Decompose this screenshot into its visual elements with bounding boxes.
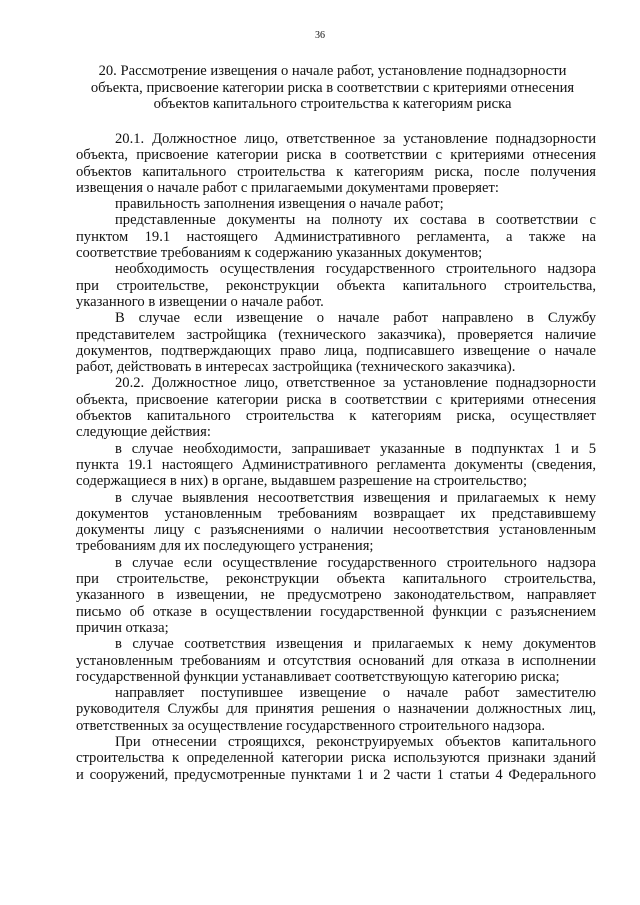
text-line: ответственных за осуществление государственного строительного надзора. [76, 717, 546, 734]
text-line: причин отказа; [76, 619, 169, 636]
text-line: государственной функции устанавливает соответствующую категорию риска; [76, 668, 560, 685]
text-line: представленные документы на полноту их состава в соответствии с [115, 212, 596, 229]
paragraph [76, 636, 596, 685]
text-line: объекта, присвоение категории риска в соответствии с критериями отнесения [76, 147, 596, 164]
text-line: документы лицу с разъяснениями о наличии несоответствия установленным [76, 522, 596, 539]
text-line: документов установленным требованиям возвращает их представившему [76, 505, 596, 522]
text-line: и сооружений, предусмотренные пунктами 1 и 2 части 1 статьи 4 Федерального [76, 766, 596, 783]
text-line: письмо об отказе в осуществлении государственной функции с разъяснением [76, 603, 596, 620]
text-line: в случае если осуществление государственного строительного надзора [115, 554, 596, 571]
text-line: строительства к определенной категории риска используются признаки зданий [76, 750, 596, 767]
paragraph [76, 212, 596, 261]
paragraph [76, 375, 596, 440]
paragraph [76, 734, 596, 783]
text-line: объектов капитального строительства к категориям риска, после получения [76, 163, 596, 180]
text-line: извещения о начале работ с прилагаемыми документами проверяет: [76, 179, 499, 196]
text-line: следующие действия: [76, 424, 211, 441]
paragraph [76, 685, 596, 734]
text-line: в случае необходимости, запрашивает указанные в подпунктах 1 и 5 [115, 440, 596, 457]
text-line: содержащиеся в них) в органе, выдавшем разрешение на строительство; [76, 473, 528, 490]
text-line: указанного в извещении о начале работ. [76, 293, 324, 310]
heading-line: объектов капитального строительства к категориям риска [153, 96, 512, 112]
text-line: При отнесении строящихся, реконструируемых объектов капитального [115, 733, 596, 750]
text-line: пунктом 19.1 настоящего Административного регламента, а также на [76, 228, 596, 245]
paragraph [76, 131, 596, 196]
paragraph [76, 196, 596, 212]
paragraph [76, 261, 596, 310]
text-line: пункта 19.1 настоящего Административного регламента документы (сведения, [76, 456, 596, 473]
text-line: объектов капитального строительства к категориям риска, осуществляет [76, 408, 596, 425]
document-body [76, 131, 596, 783]
text-line: установленным требованиям и отсутствия оснований для отказа в исполнении [76, 652, 596, 669]
text-line: 20.1. Должностное лицо, ответственное за установление поднадзорности [115, 131, 596, 147]
section-heading [80, 63, 585, 113]
text-line: работ, действовать в интересах застройщика (технического заказчика). [76, 359, 516, 376]
text-line: указанного в извещении, не предусмотрено законодательством, направляет [76, 587, 596, 604]
text-line: необходимость осуществления государственного строительного надзора [115, 261, 596, 278]
text-line: В случае если извещение о начале работ направлено в Службу [115, 310, 596, 327]
text-line: руководителя Службы для принятия решения о назначении должностных лиц, [76, 701, 596, 718]
text-line: при строительстве, реконструкции объекта капитального строительства, [76, 571, 596, 588]
page-number: 36 [315, 30, 325, 41]
text-line: документов, подтверждающих право лица, подписавшего извещение о начале [76, 342, 596, 359]
text-line: в случае соответствия извещения и прилагаемых к нему документов [115, 636, 596, 653]
text-line: соответствие требованиям к содержанию указанных документов; [76, 245, 483, 262]
paragraph [76, 555, 596, 636]
text-line: требованиям для их последующего устранения; [76, 538, 374, 555]
text-line: в случае выявления несоответствия извещения и прилагаемых к нему [115, 489, 596, 506]
text-line: представителем застройщика (технического заказчика), проверяется наличие [76, 326, 596, 343]
text-line: 20.2. Должностное лицо, ответственное за установление поднадзорности [115, 375, 596, 392]
heading-line: 20. Рассмотрение извещения о начале работ, установление поднадзорности [98, 63, 567, 79]
paragraph [76, 441, 596, 490]
paragraph [76, 490, 596, 555]
heading-line: объекта, присвоение категории риска в соответствии с критериями отнесения [90, 79, 575, 96]
text-line: направляет поступившее извещение о начале работ заместителю [115, 685, 596, 702]
text-line: правильность заполнения извещения о начале работ; [115, 196, 444, 213]
text-line: при строительстве, реконструкции объекта капитального строительства, [76, 277, 596, 294]
paragraph [76, 310, 596, 375]
text-line: объекта, присвоение категории риска в соответствии с критериями отнесения [76, 391, 596, 408]
